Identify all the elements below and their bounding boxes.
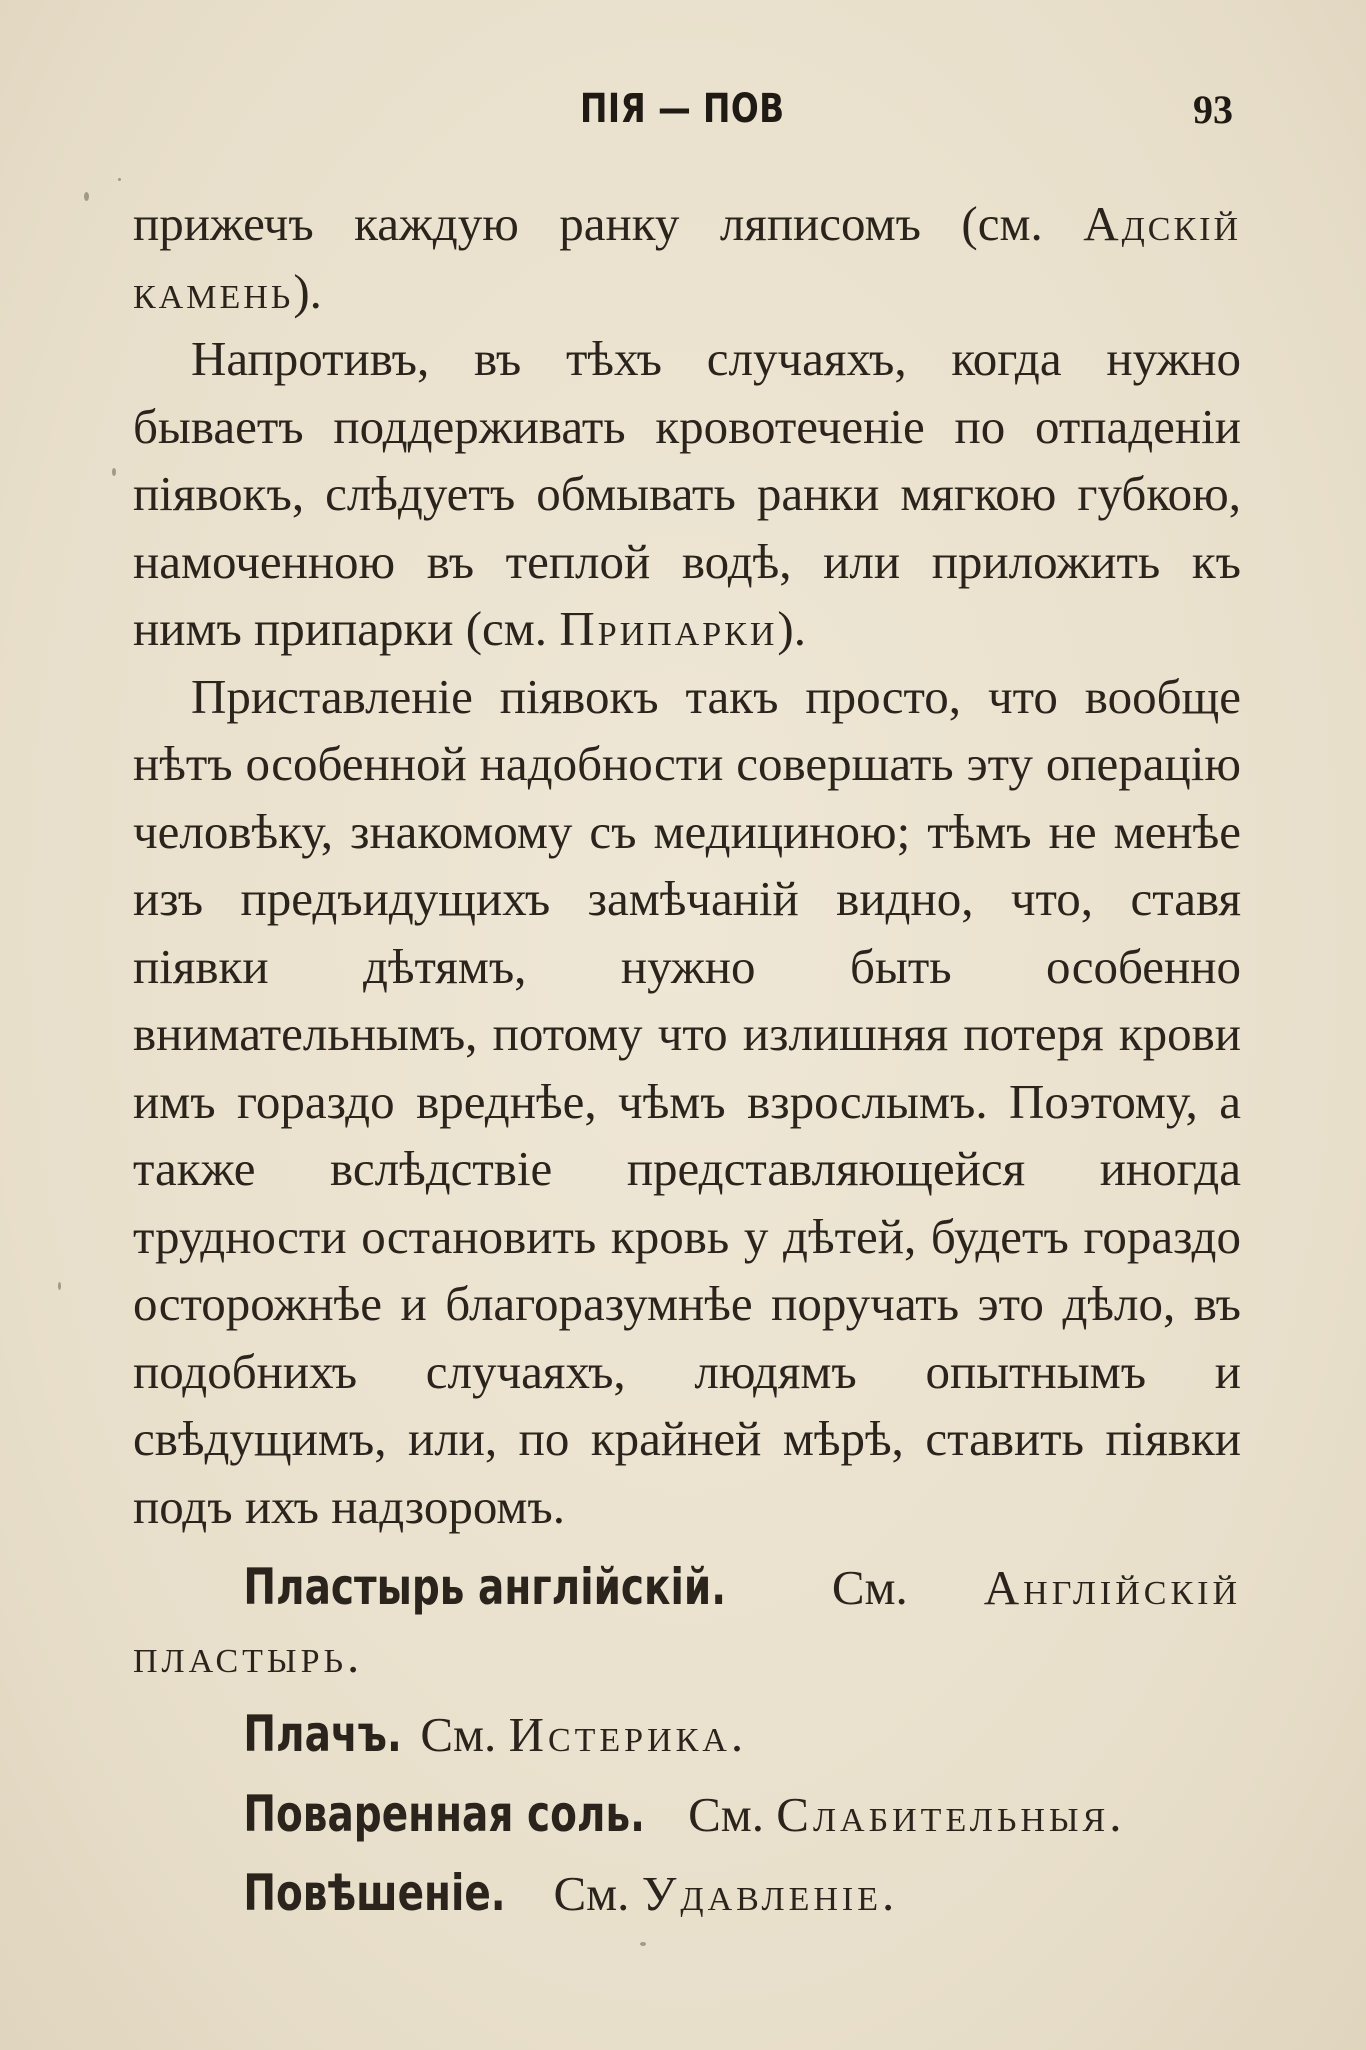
- entry-cross-reference: Удавленіе.: [641, 1866, 899, 1921]
- paper-speck: [112, 468, 116, 476]
- dictionary-entry-plaster: [133, 1554, 1241, 1689]
- body-text: [133, 190, 1241, 1928]
- entry-term: Пластырь англійскій.: [243, 1558, 727, 1616]
- entry-term: Плачъ.: [243, 1705, 402, 1763]
- entry-term: Повѣшеніе.: [243, 1864, 506, 1922]
- paper-speck: [58, 1282, 61, 1290]
- text-run: ).: [777, 601, 806, 656]
- entry-term: Поваренная соль.: [243, 1784, 645, 1843]
- paper-speck: [118, 178, 121, 181]
- page-header: [0, 86, 1366, 146]
- text-run: прижечъ каждую ранку ляписомъ (см.: [133, 196, 1084, 251]
- dictionary-entry-hanging: [133, 1860, 1241, 1928]
- cross-reference: Припарки: [559, 601, 778, 656]
- paragraph-1: [133, 190, 1241, 325]
- text-run: Напротивъ, въ тѣхъ случаяхъ, когда нужно бываетъ поддерживать кровотеченіе по отпаденіи піявокъ, слѣдуетъ обмывать ранки мягкою губкою, намоченною въ теплой водѣ, или приложить къ нимъ припарки (см.: [133, 331, 1241, 656]
- paper-speck: [640, 1942, 646, 1946]
- paragraph-2: [133, 325, 1241, 663]
- cross-reference: Адскій камень: [133, 196, 1241, 319]
- entry-cross-reference: Истерика.: [508, 1707, 748, 1762]
- paper-speck: [84, 192, 89, 201]
- paragraph-3: [133, 663, 1241, 1541]
- see-label: См.: [688, 1786, 765, 1842]
- text-run: Приставленіе піявокъ такъ просто, что вообще нѣтъ особенной надобности совершать эту операцію человѣку, знакомому съ медициною; тѣмъ не менѣе изъ предъидущихъ замѣчаній видно, что, ставя піявки дѣтямъ, нужно быть особенно внимательнымъ, потому что излишняя потеря крови имъ гораздо вреднѣе, чѣмъ взрослымъ. Поэтому, а также вслѣдствіе представляющейся иногда трудности остановить кровь у дѣтей, будетъ гораздо осторожнѣе и благоразумнѣе поручать это дѣло, въ подобнихъ случаяхъ, людямъ опытнымъ и свѣдущимъ, или, по крайней мѣрѣ, ставить піявки подъ ихъ надзоромъ.: [133, 668, 1241, 1534]
- dictionary-entry-salt: [133, 1781, 1241, 1849]
- text-run: ).: [293, 263, 322, 319]
- entry-cross-reference: Слабительныя.: [776, 1786, 1126, 1842]
- see-label: См.: [553, 1866, 630, 1921]
- see-label: См.: [420, 1707, 497, 1762]
- entry-cross-reference: Англійскій пластырь.: [133, 1560, 1242, 1683]
- see-label: См.: [831, 1560, 908, 1615]
- dictionary-entry-crying: [133, 1701, 1241, 1769]
- running-head: ПІЯ — ПОВ: [580, 86, 785, 132]
- page-number: 93: [1193, 87, 1233, 132]
